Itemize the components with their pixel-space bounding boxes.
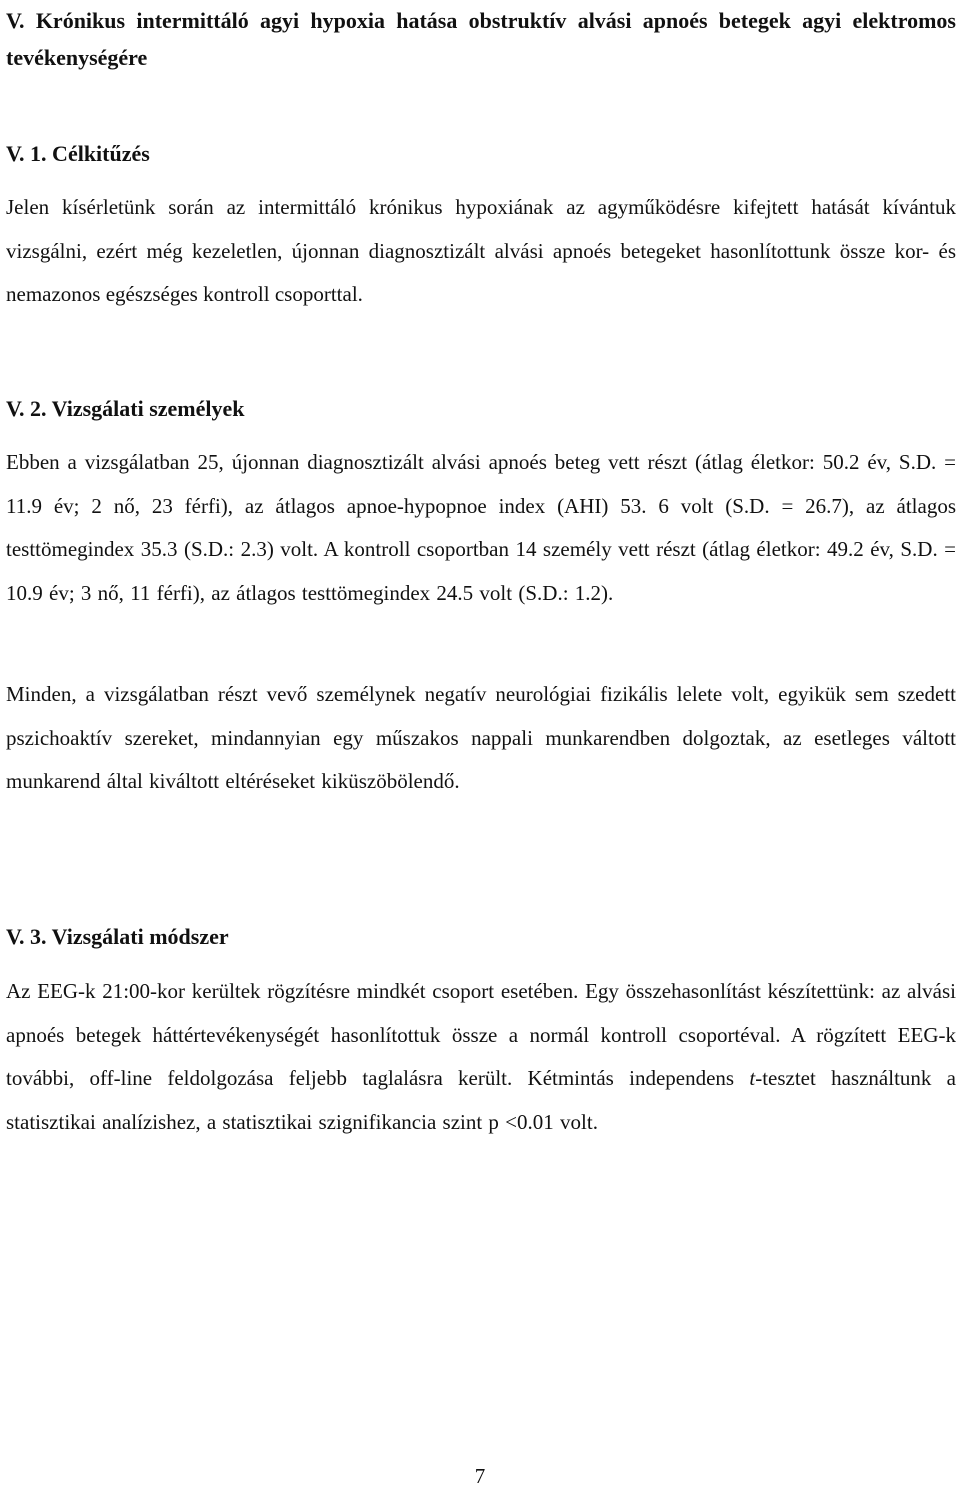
paragraph-objective: Jelen kísérletünk során az intermittáló krónikus hypoxiának az agyműködésre kifejtett hatását kívántuk vizsgálni, ezért még kezeletlen, újonnan diagnosztizált alvási apnoés betegeket hasonlítottunk össze kor- és nemazonos egészséges kontroll csoporttal. bbox=[6, 195, 956, 306]
methods-text-part-1: Az EEG-k 21:00-kor kerültek rögzítésre mindkét csoport esetében. Egy összehasonlítást készítettünk: az alvási apnoés betegek háttértevékenységét hasonlítottuk össze a normál kontroll csoportéval. A rögzített EEG-k további, off-line feldolgozása feljebb taglalásra került. Kétmintás independens bbox=[6, 979, 956, 1090]
paragraph-subjects-criteria: Minden, a vizsgálatban részt vevő személynek negatív neurológiai fizikális lelete volt, egyikük sem szedett pszichoaktív szereket, mindannyian egy műszakos nappali munkarendben dolgoztak, az esetleges váltott munkarend által kiváltott eltéréseket kiküszöbölendő. bbox=[6, 682, 956, 793]
section-heading-subjects: V. 2. Vizsgálati személyek bbox=[6, 396, 245, 421]
methods-text-part-2: -tesztet használtunk a statisztikai analízishez, a statisztikai szignifikancia szint p <0.01 volt. bbox=[6, 1066, 956, 1134]
section-heading-methods: V. 3. Vizsgálati módszer bbox=[6, 924, 229, 949]
page-number: 7 bbox=[474, 1464, 486, 1488]
section-heading-objective: V. 1. Célkitűzés bbox=[6, 141, 150, 166]
chapter-title: V. Krónikus intermittáló agyi hypoxia hatása obstruktív alvási apnoés betegek agyi elektromos tevékenységére bbox=[6, 8, 956, 70]
paragraph-subjects-demographics: Ebben a vizsgálatban 25, újonnan diagnosztizált alvási apnoés beteg vett részt (átlag életkor: 50.2 év, S.D. = 11.9 év; 2 nő, 23 férfi), az átlagos apnoe-hypopnoe index (AHI) 53. 6 volt (S.D. = 26.7), az átlagos testtömegindex 35.3 (S.D.: 2.3) volt. A kontroll csoportban 14 személy vett részt (átlag életkor: 49.2 év, S.D. = 10.9 év; 3 nő, 11 férfi), az átlagos testtömegindex 24.5 volt (S.D.: 1.2). bbox=[6, 450, 956, 605]
t-test-italic: t bbox=[749, 1066, 756, 1090]
paragraph-methods bbox=[6, 970, 956, 1144]
